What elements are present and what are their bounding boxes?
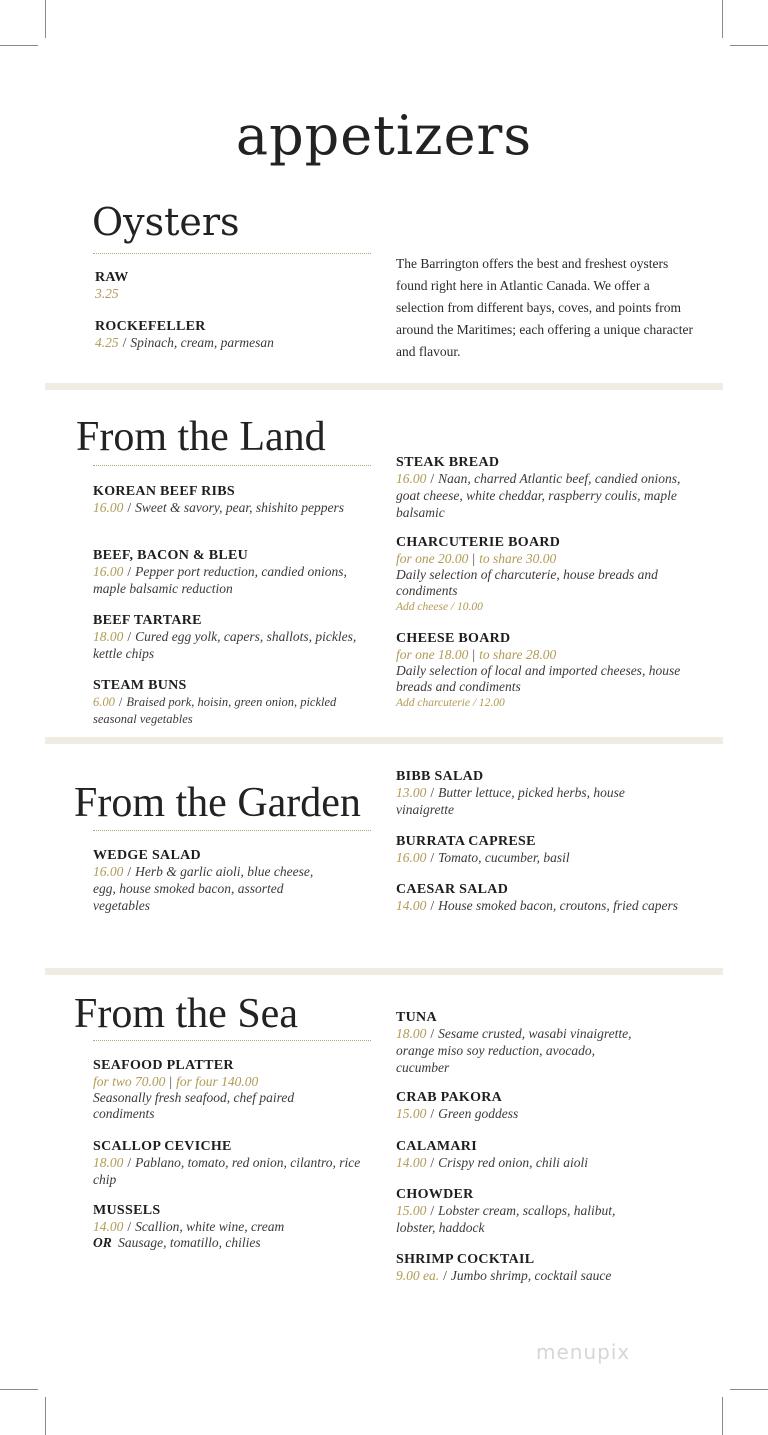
item-price: for one 18.00 bbox=[396, 647, 469, 662]
menu-item-beef-tartare: BEEF TARTARE 18.00 / Cured egg yolk, capers, shallots, pickles, kettle chips bbox=[93, 613, 363, 663]
item-price: 14.00 bbox=[93, 1219, 124, 1234]
menu-item-seafood-platter: SEAFOOD PLATTER for two 70.00 | for four 140.00 Seasonally fresh seafood, chef paired condiments bbox=[93, 1058, 323, 1122]
item-name: CRAB PAKORA bbox=[396, 1090, 503, 1105]
item-price: for four 140.00 bbox=[176, 1074, 259, 1089]
section-divider bbox=[93, 830, 371, 831]
item-description: Crispy red onion, chili aioli bbox=[438, 1155, 589, 1170]
item-price: to share 30.00 bbox=[479, 551, 557, 566]
section-divider bbox=[93, 1040, 371, 1041]
menu-item-steam-buns: STEAM BUNS 6.00 / Braised pork, hoisin, green onion, pickled seasonal vegetables bbox=[93, 678, 363, 728]
item-price: 18.00 bbox=[93, 629, 124, 644]
section-band bbox=[45, 737, 723, 744]
item-price: 6.00 bbox=[93, 695, 115, 709]
item-name: BEEF, BACON & BLEU bbox=[93, 548, 249, 563]
item-price: 3.25 bbox=[95, 286, 119, 301]
item-description: Tomato, cucumber, basil bbox=[438, 850, 570, 865]
menu-item-beef-bacon-bleu: BEEF, BACON & BLEU 16.00 / Pepper port reduction, candied onions, maple balsamic reduction bbox=[93, 548, 363, 598]
item-name: BEEF TARTARE bbox=[93, 613, 202, 628]
item-price: 18.00 bbox=[396, 1026, 427, 1041]
crop-mark bbox=[730, 1389, 768, 1390]
section-band bbox=[45, 383, 723, 390]
item-name: RAW bbox=[95, 270, 129, 285]
item-name: CAESAR SALAD bbox=[396, 882, 509, 897]
item-name: CHOWDER bbox=[396, 1187, 474, 1202]
item-addon: Add cheese / 10.00 bbox=[396, 601, 483, 613]
item-description: Jumbo shrimp, cocktail sauce bbox=[450, 1268, 612, 1283]
item-name: MUSSELS bbox=[93, 1203, 161, 1218]
menu-item-bibb-salad: BIBB SALAD 13.00 / Butter lettuce, picked herbs, house vinaigrette bbox=[396, 769, 671, 819]
page-title: appetizers bbox=[235, 104, 533, 167]
item-name: SCALLOP CEVICHE bbox=[93, 1139, 232, 1154]
menu-item-burrata-caprese: BURRATA CAPRESE 16.00 / Tomato, cucumber, basil bbox=[396, 834, 686, 867]
item-price: 15.00 bbox=[396, 1106, 427, 1121]
section-title-land: From the Land bbox=[76, 414, 326, 460]
menu-item-scallop-ceviche: SCALLOP CEVICHE 18.00 / Pablano, tomato, red onion, cilantro, rice chip bbox=[93, 1139, 368, 1189]
item-description: Spinach, cream, parmesan bbox=[130, 335, 274, 350]
item-name: WEDGE SALAD bbox=[93, 848, 201, 863]
item-price: 16.00 bbox=[93, 864, 124, 879]
menu-item-charcuterie-board: CHARCUTERIE BOARD for one 20.00 | to share 30.00 Daily selection of charcuterie, house breads and condiments Add cheese / 10.00 bbox=[396, 535, 686, 615]
item-price: 13.00 bbox=[396, 785, 427, 800]
item-price: for one 20.00 bbox=[396, 551, 469, 566]
item-name: CHARCUTERIE BOARD bbox=[396, 535, 561, 550]
item-name: SEAFOOD PLATTER bbox=[93, 1058, 234, 1073]
crop-mark bbox=[722, 1397, 723, 1435]
item-price: 15.00 bbox=[396, 1203, 427, 1218]
item-name: SHRIMP COCKTAIL bbox=[396, 1252, 535, 1267]
item-price: 14.00 bbox=[396, 898, 427, 913]
item-price: 16.00 bbox=[396, 471, 427, 486]
or-label: OR bbox=[93, 1235, 112, 1250]
watermark: menupix bbox=[536, 1340, 631, 1364]
item-name: ROCKEFELLER bbox=[95, 319, 206, 334]
item-description: Braised pork, hoisin, green onion, pickled seasonal vegetables bbox=[93, 695, 337, 726]
item-description: Daily selection of local and imported cheeses, house breads and condiments bbox=[396, 663, 681, 694]
item-name: KOREAN BEEF RIBS bbox=[93, 484, 235, 499]
item-price: 18.00 bbox=[93, 1155, 124, 1170]
section-title-oysters: Oysters bbox=[92, 200, 240, 244]
crop-mark bbox=[0, 1389, 38, 1390]
item-description: Sausage, tomatillo, chilies bbox=[118, 1235, 261, 1250]
menu-item-korean-beef-ribs: KOREAN BEEF RIBS 16.00 / Sweet & savory, pear, shishito peppers bbox=[93, 484, 363, 517]
item-description: Sweet & savory, pear, shishito peppers bbox=[135, 500, 345, 515]
menu-item-wedge-salad: WEDGE SALAD 16.00 / Herb & garlic aioli, blue cheese, egg, house smoked bacon, assorted vegetables bbox=[93, 848, 318, 915]
item-price: 16.00 bbox=[93, 564, 124, 579]
item-name: STEAM BUNS bbox=[93, 678, 187, 693]
section-title-garden: From the Garden bbox=[74, 780, 361, 826]
item-description: Scallion, white wine, cream bbox=[135, 1219, 285, 1234]
item-description: Daily selection of charcuterie, house breads and condiments bbox=[396, 567, 658, 598]
item-name: CALAMARI bbox=[396, 1139, 477, 1154]
item-name: STEAK BREAD bbox=[396, 455, 500, 470]
crop-mark bbox=[45, 0, 46, 38]
item-description: House smoked bacon, croutons, fried capers bbox=[438, 898, 678, 913]
oysters-intro: The Barrington offers the best and freshest oysters found right here in Atlantic Canada. We offer a selection from different bays, coves, and points from around the Maritimes; each offering a unique character and flavour. bbox=[396, 256, 693, 359]
item-price: 16.00 bbox=[396, 850, 427, 865]
item-price: to share 28.00 bbox=[479, 647, 557, 662]
item-name: BIBB SALAD bbox=[396, 769, 484, 784]
item-addon: Add charcuterie / 12.00 bbox=[396, 697, 505, 709]
section-title-sea: From the Sea bbox=[74, 991, 298, 1037]
section-divider bbox=[93, 465, 371, 466]
item-name: CHEESE BOARD bbox=[396, 631, 511, 646]
menu-item-raw bbox=[95, 270, 385, 303]
item-description: Pepper port reduction, candied onions, maple balsamic reduction bbox=[93, 564, 347, 596]
item-description: Cured egg yolk, capers, shallots, pickles, kettle chips bbox=[93, 629, 357, 661]
item-description: Herb & garlic aioli, blue cheese, egg, house smoked bacon, assorted vegetables bbox=[93, 864, 314, 913]
item-price: 14.00 bbox=[396, 1155, 427, 1170]
item-description: Naan, charred Atlantic beef, candied onions, goat cheese, white cheddar, raspberry coulis, maple balsamic bbox=[396, 471, 681, 520]
menu-item-tuna: TUNA 18.00 / Sesame crusted, wasabi vinaigrette, orange miso soy reduction, avocado, cucumber bbox=[396, 1010, 636, 1077]
menu-item-caesar-salad: CAESAR SALAD 14.00 / House smoked bacon, croutons, fried capers bbox=[396, 882, 686, 915]
item-name: BURRATA CAPRESE bbox=[396, 834, 536, 849]
section-divider bbox=[93, 253, 371, 254]
crop-mark bbox=[45, 1397, 46, 1435]
item-price: 4.25 bbox=[95, 335, 119, 350]
item-price: 16.00 bbox=[93, 500, 124, 515]
item-description: Green goddess bbox=[438, 1106, 519, 1121]
item-name: TUNA bbox=[396, 1010, 437, 1025]
item-description: Seasonally fresh seafood, chef paired condiments bbox=[93, 1090, 295, 1121]
menu-item-rockefeller: ROCKEFELLER 4.25 / Spinach, cream, parmesan bbox=[95, 319, 385, 352]
menu-item-calamari: CALAMARI 14.00 / Crispy red onion, chili aioli bbox=[396, 1139, 686, 1172]
section-band bbox=[45, 968, 723, 975]
item-price: 9.00 ea. bbox=[396, 1268, 440, 1283]
menu-item-steak-bread: STEAK BREAD 16.00 / Naan, charred Atlantic beef, candied onions, goat cheese, white cheddar, raspberry coulis, maple balsamic bbox=[396, 455, 701, 522]
menu-item-mussels: MUSSELS 14.00 / Scallion, white wine, cream OR Sausage, tomatillo, chilies bbox=[93, 1203, 373, 1251]
crop-mark bbox=[730, 45, 768, 46]
item-price: for two 70.00 bbox=[93, 1074, 166, 1089]
item-description: Butter lettuce, picked herbs, house vinaigrette bbox=[396, 785, 625, 817]
item-description: Pablano, tomato, red onion, cilantro, rice chip bbox=[93, 1155, 361, 1187]
menu-item-crab-pakora: CRAB PAKORA 15.00 / Green goddess bbox=[396, 1090, 686, 1123]
item-description: Lobster cream, scallops, halibut, lobster, haddock bbox=[396, 1203, 616, 1235]
menu-item-shrimp-cocktail: SHRIMP COCKTAIL 9.00 ea. / Jumbo shrimp, cocktail sauce bbox=[396, 1252, 696, 1285]
menu-item-chowder: CHOWDER 15.00 / Lobster cream, scallops, halibut, lobster, haddock bbox=[396, 1187, 646, 1237]
menu-item-cheese-board: CHEESE BOARD for one 18.00 | to share 28.00 Daily selection of local and imported cheeses, house breads and condiments Add charcuterie / 12.00 bbox=[396, 631, 686, 711]
crop-mark bbox=[722, 0, 723, 38]
item-description: Sesame crusted, wasabi vinaigrette, orange miso soy reduction, avocado, cucumber bbox=[396, 1026, 632, 1075]
crop-mark bbox=[0, 45, 38, 46]
